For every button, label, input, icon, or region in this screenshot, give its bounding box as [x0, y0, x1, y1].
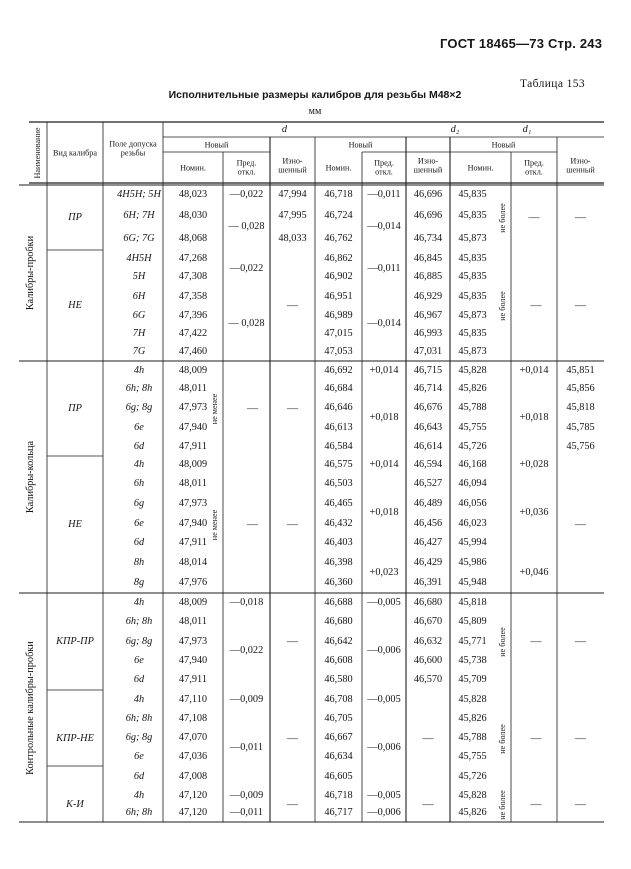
header-d2: d₂ [450, 123, 460, 135]
d1-nominal: 45,873 [458, 345, 487, 357]
limit-deviation: —0,005 [367, 596, 401, 608]
limit-deviation: —0,006 [367, 644, 401, 656]
d2-nominal: 46,398 [324, 556, 353, 568]
d2-nominal: 46,608 [324, 654, 353, 666]
dash-cell: — [287, 635, 298, 647]
tolerance-field: 6h; 8h [125, 615, 153, 627]
d-nominal: 47,120 [178, 806, 208, 818]
d-nominal: 47,008 [178, 770, 208, 782]
d2-worn: 46,680 [413, 596, 443, 608]
d1-nominal: 45,994 [458, 536, 487, 548]
limit-deviation: +0,014 [369, 458, 399, 470]
d2-worn: 46,714 [413, 382, 443, 394]
d2-worn: 46,670 [413, 615, 443, 627]
note-not-more: не более [497, 290, 507, 321]
tolerance-field: 4h [133, 693, 145, 705]
dash-cell: — [247, 518, 258, 530]
tolerance-field: 6h; 8h [125, 806, 153, 818]
d2-worn: 46,527 [413, 477, 443, 489]
d2-nominal: 46,613 [324, 421, 353, 433]
limit-deviation: +0,023 [369, 566, 399, 578]
tolerance-field: 6d [133, 440, 145, 452]
d1-nominal: 46,056 [458, 497, 487, 509]
d1-nominal: 45,835 [458, 327, 487, 339]
d2-nominal: 46,584 [324, 440, 353, 452]
limit-deviation: —0,011 [367, 188, 401, 200]
group-label-control-plugs: Контрольные калибры-пробки [24, 640, 36, 775]
d1-nominal: 45,826 [458, 382, 487, 394]
d2-nominal: 46,667 [324, 731, 353, 743]
d1-nominal: 45,709 [458, 673, 487, 685]
dash-cell: — [287, 299, 298, 311]
d2-worn: 46,600 [413, 654, 443, 666]
d1-nominal: 46,023 [458, 517, 487, 529]
limit-deviation: —0,005 [367, 789, 401, 801]
dash-cell: — [247, 402, 258, 414]
d2-nominal: 46,902 [324, 270, 353, 282]
note-not-less: не менее [209, 393, 219, 424]
d2-nominal: 46,360 [324, 576, 353, 588]
dash-cell: — [575, 798, 586, 810]
header-d2-new: Новый [348, 139, 373, 149]
limit-deviation: —0,009 [229, 693, 264, 705]
d2-worn: 46,391 [413, 576, 443, 588]
d1-nominal: 45,835 [458, 209, 487, 221]
d-nominal: 47,911 [179, 440, 207, 452]
d-nominal: 47,976 [178, 576, 208, 588]
d2-worn: 46,489 [413, 497, 443, 509]
d2-nominal: 47,015 [324, 327, 353, 339]
limit-deviation: +0,046 [519, 566, 549, 578]
d-nominal: 47,940 [178, 654, 208, 666]
tolerance-field: 6G [132, 309, 146, 321]
d-nominal: 48,011 [179, 615, 207, 627]
header-d2-worn: Изно- шенный [413, 156, 443, 175]
d1-nominal: 45,726 [458, 770, 487, 782]
d2-worn: 46,696 [413, 209, 443, 221]
group-label-rings: Калибры-кольца [24, 440, 36, 514]
tolerance-field: 4h [133, 458, 145, 470]
d2-nominal: 46,642 [324, 635, 353, 647]
tolerance-field: 6g; 8g [125, 731, 153, 743]
d1-nominal: 45,986 [458, 556, 487, 568]
note-not-less: не менее [209, 509, 219, 540]
d1-nominal: 46,094 [458, 477, 487, 489]
d2-worn: 46,456 [413, 517, 443, 529]
d2-worn: 46,594 [413, 458, 443, 470]
d-nominal: 47,940 [178, 421, 208, 433]
header-d1-new: Новый [491, 139, 516, 149]
tolerance-field: 6e [134, 750, 144, 762]
gauge-type-ne-ring: НЕ [68, 518, 82, 530]
d2-worn: 46,632 [413, 635, 443, 647]
header-tolerance-field: Поле допуска резьбы [109, 139, 157, 158]
d-nominal: 47,308 [178, 270, 208, 282]
d-nominal: 47,268 [178, 252, 208, 264]
tolerance-field: 6Н [132, 290, 146, 302]
header-d: d [281, 123, 288, 135]
d2-worn: 46,614 [413, 440, 443, 452]
d-nominal: 47,973 [178, 401, 208, 413]
d-nominal: 47,460 [178, 345, 208, 357]
d1-worn: 45,756 [566, 440, 595, 452]
gauge-type-pr-plug: ПР [68, 211, 82, 223]
d1-nominal: 45,738 [458, 654, 487, 666]
d1-nominal: 45,828 [458, 789, 487, 801]
tolerance-field: 6G; 7G [123, 232, 155, 244]
gauge-type-kpr-ne: КПР-НЕ [56, 732, 94, 744]
d1-nominal: 45,755 [458, 421, 487, 433]
d2-nominal: 46,465 [324, 497, 353, 509]
d2-nominal: 46,951 [324, 290, 353, 302]
d-nominal: 48,014 [178, 556, 208, 568]
d2-nominal: 46,718 [324, 789, 353, 801]
limit-deviation: +0,018 [519, 411, 549, 423]
limit-deviation: —0,022 [229, 644, 264, 656]
d1-nominal: 45,818 [458, 596, 487, 608]
d2-nominal: 46,634 [324, 750, 353, 762]
d-nominal: 47,070 [178, 731, 208, 743]
limit-deviation: —0,006 [367, 741, 401, 753]
dash-cell: — [530, 635, 542, 647]
tolerance-field: 4h [133, 364, 145, 376]
d-nominal: 48,068 [178, 232, 208, 244]
d2-nominal: 46,724 [324, 209, 353, 221]
d-nominal: 47,973 [178, 497, 208, 509]
d2-worn: 46,993 [413, 327, 443, 339]
table-title: Исполнительные размеры калибров для резьбы М48×2 [168, 89, 462, 101]
d1-nominal: 45,835 [458, 270, 487, 282]
tolerance-field: 4Н5Н [126, 252, 152, 264]
d1-nominal: 45,828 [458, 364, 487, 376]
d2-worn: 46,929 [413, 290, 443, 302]
d1-nominal: 45,826 [458, 712, 487, 724]
d2-nominal: 46,684 [324, 382, 353, 394]
tolerance-field: 6e [134, 654, 144, 666]
d-nominal: 48,011 [179, 382, 207, 394]
d-nominal: 48,009 [178, 596, 208, 608]
header-d-nominal: Номин. [180, 162, 206, 172]
gauge-type-k-i: К-И [66, 798, 84, 810]
dash-cell: — [575, 518, 586, 530]
d2-worn: 46,696 [413, 188, 443, 200]
d2-worn: 46,427 [413, 536, 443, 548]
tolerance-field: 6h; 8h [125, 712, 153, 724]
tolerance-field: 6d [133, 536, 145, 548]
d2-worn: 46,715 [413, 364, 443, 376]
d1-nominal: 45,873 [458, 309, 487, 321]
dash-cell: — [575, 211, 586, 223]
d2-nominal: 46,605 [324, 770, 353, 782]
d1-nominal: 45,835 [458, 188, 487, 200]
d-nominal: 47,120 [178, 789, 208, 801]
header-d2-limit: Пред. откл. [374, 158, 394, 177]
limit-deviation: —0,014 [367, 317, 401, 329]
d2-worn: 47,031 [413, 345, 443, 357]
d-worn: 47,994 [278, 188, 307, 200]
limit-deviation: +0,014 [369, 364, 399, 376]
note-not-more: не более [497, 723, 507, 754]
limit-deviation: —0,009 [229, 789, 264, 801]
tolerance-field: 8h [133, 556, 145, 568]
d2-nominal: 46,705 [324, 712, 353, 724]
d2-nominal: 46,862 [324, 252, 353, 264]
limit-deviation: —0,022 [229, 262, 264, 274]
d1-nominal: 45,809 [458, 615, 487, 627]
tolerance-field: 6g [133, 497, 145, 509]
dash-cell: — [422, 732, 434, 744]
d2-nominal: 46,503 [324, 477, 353, 489]
page-header: ГОСТ 18465—73 Стр. 243 [440, 36, 603, 51]
d-nominal: 47,973 [178, 635, 208, 647]
tolerance-field: 4h [133, 596, 145, 608]
header-d2-nominal: Номин. [325, 162, 352, 172]
dash-cell: — [422, 798, 434, 810]
limit-deviation: —0,011 [367, 262, 401, 274]
d2-worn: 46,885 [413, 270, 443, 282]
limit-deviation: —0,011 [229, 806, 264, 818]
dash-cell: — [575, 299, 586, 311]
d-nominal: 48,011 [179, 477, 207, 489]
d2-nominal: 46,717 [324, 806, 353, 818]
d1-worn: 45,785 [566, 421, 595, 433]
d2-worn: 46,676 [413, 401, 443, 413]
table-units: мм [308, 106, 322, 117]
d2-nominal: 46,403 [324, 536, 353, 548]
tolerance-field: 7Н [132, 327, 146, 339]
limit-deviation: +0,014 [519, 364, 549, 376]
d2-worn: 46,845 [413, 252, 443, 264]
d-nominal: 47,422 [178, 327, 208, 339]
d1-worn: 45,818 [566, 401, 595, 413]
dash-cell: — [287, 732, 298, 744]
d-nominal: 47,036 [178, 750, 208, 762]
limit-deviation: — 0,028 [228, 220, 265, 232]
d-nominal: 48,009 [178, 364, 208, 376]
d2-nominal: 46,646 [324, 401, 353, 413]
d2-nominal: 46,575 [324, 458, 353, 470]
d1-nominal: 45,788 [458, 401, 487, 413]
note-not-more: не более [497, 626, 507, 657]
d2-worn: 46,643 [413, 421, 443, 433]
tolerance-field: 6g; 8g [125, 635, 153, 647]
header-d-worn: Изно- шенный [278, 156, 307, 175]
header-d1-nominal: Номин. [467, 162, 494, 172]
d-nominal: 47,396 [178, 309, 208, 321]
d2-worn: 46,570 [413, 673, 443, 685]
header-d1: d₁ [522, 123, 532, 135]
limit-deviation: +0,028 [519, 458, 549, 470]
limit-deviation: +0,018 [369, 411, 399, 423]
d1-worn: 45,851 [566, 364, 595, 376]
dash-cell: — [575, 732, 586, 744]
dash-cell: — [530, 732, 542, 744]
d-nominal: 47,911 [179, 673, 207, 685]
tolerance-field: 6e [134, 517, 144, 529]
limit-deviation: +0,018 [369, 506, 399, 518]
d-nominal: 47,940 [178, 517, 208, 529]
limit-deviation: —0,018 [229, 596, 264, 608]
d2-nominal: 46,762 [324, 232, 353, 244]
limit-deviation: —0,005 [367, 693, 401, 705]
d2-nominal: 46,432 [324, 517, 353, 529]
d2-nominal: 46,680 [324, 615, 353, 627]
header-d1-limit: Пред. откл. [524, 158, 544, 177]
d1-nominal: 45,948 [458, 576, 487, 588]
dash-cell: — [287, 402, 298, 414]
limit-deviation: — 0,028 [228, 317, 265, 329]
tolerance-field: 6e [134, 421, 144, 433]
d1-nominal: 45,873 [458, 232, 487, 244]
d-nominal: 47,108 [178, 712, 208, 724]
tolerance-field: 4Н5Н; 5Н [117, 188, 161, 200]
note-not-more: не более [497, 789, 507, 820]
d-nominal: 48,030 [178, 209, 208, 221]
d2-nominal: 46,708 [324, 693, 353, 705]
d2-nominal: 46,692 [324, 364, 353, 376]
tolerance-field: 7G [132, 345, 146, 357]
d1-nominal: 45,828 [458, 693, 487, 705]
tolerance-field: 6h; 8h [125, 382, 153, 394]
limit-deviation: +0,036 [519, 506, 549, 518]
gauge-type-kpr-pr: КПР-ПР [56, 635, 94, 647]
d-nominal: 48,023 [178, 188, 208, 200]
d-nominal: 47,110 [179, 693, 207, 705]
gauge-type-ne-plug: НЕ [68, 299, 82, 311]
d1-worn: 45,856 [566, 382, 595, 394]
tolerance-field: 6d [133, 673, 145, 685]
gauge-type-pr-ring: ПР [68, 402, 82, 414]
limit-deviation: —0,022 [229, 188, 264, 200]
limit-deviation: —0,014 [367, 220, 401, 232]
dash-cell: — [287, 798, 298, 810]
tolerance-field: 4h [133, 789, 145, 801]
d-worn: 47,995 [278, 209, 307, 221]
d2-nominal: 46,989 [324, 309, 353, 321]
dash-cell: — [530, 798, 542, 810]
d2-nominal: 46,718 [324, 188, 353, 200]
group-label-plugs: Калибры-пробки [24, 235, 36, 311]
limit-deviation: —0,006 [367, 806, 401, 818]
d1-nominal: 45,835 [458, 290, 487, 302]
d2-nominal: 46,688 [324, 596, 353, 608]
d1-nominal: 45,755 [458, 750, 487, 762]
d1-nominal: 45,835 [458, 252, 487, 264]
d1-nominal: 45,788 [458, 731, 487, 743]
header-name: Наименование [32, 126, 42, 179]
d2-nominal: 47,053 [324, 345, 353, 357]
tolerance-field: 8g [133, 576, 145, 588]
header-d-limit: Пред. откл. [236, 158, 257, 177]
d2-worn: 46,734 [413, 232, 443, 244]
header-gauge-type: Вид калибра [53, 147, 97, 157]
d-nominal: 48,009 [178, 458, 208, 470]
header-d-new: Новый [204, 139, 229, 149]
table-number: Таблица 153 [520, 78, 586, 90]
d1-nominal: 46,168 [458, 458, 487, 470]
dash-cell: — [287, 518, 298, 530]
d-nominal: 47,911 [179, 536, 207, 548]
dash-cell: — [575, 635, 586, 647]
tolerance-field: 6g; 8g [125, 401, 153, 413]
d2-nominal: 46,580 [324, 673, 353, 685]
dash-cell: — [530, 299, 542, 311]
d1-nominal: 45,726 [458, 440, 487, 452]
tolerance-field: 6d [133, 770, 145, 782]
d-nominal: 47,358 [178, 290, 208, 302]
limit-deviation: —0,011 [229, 741, 264, 753]
d-worn: 48,033 [278, 232, 307, 244]
d1-nominal: 45,826 [458, 806, 487, 818]
d2-worn: 46,967 [413, 309, 443, 321]
d2-worn: 46,429 [413, 556, 443, 568]
header-d1-worn: Изно- шенный [566, 156, 595, 175]
d1-nominal: 45,771 [458, 635, 487, 647]
note-not-more: не более [497, 202, 507, 233]
tolerance-field: 6h [133, 477, 145, 489]
tolerance-field: 5Н [132, 270, 146, 282]
dash-cell: — [528, 211, 540, 223]
tolerance-field: 6Н; 7Н [123, 209, 155, 221]
